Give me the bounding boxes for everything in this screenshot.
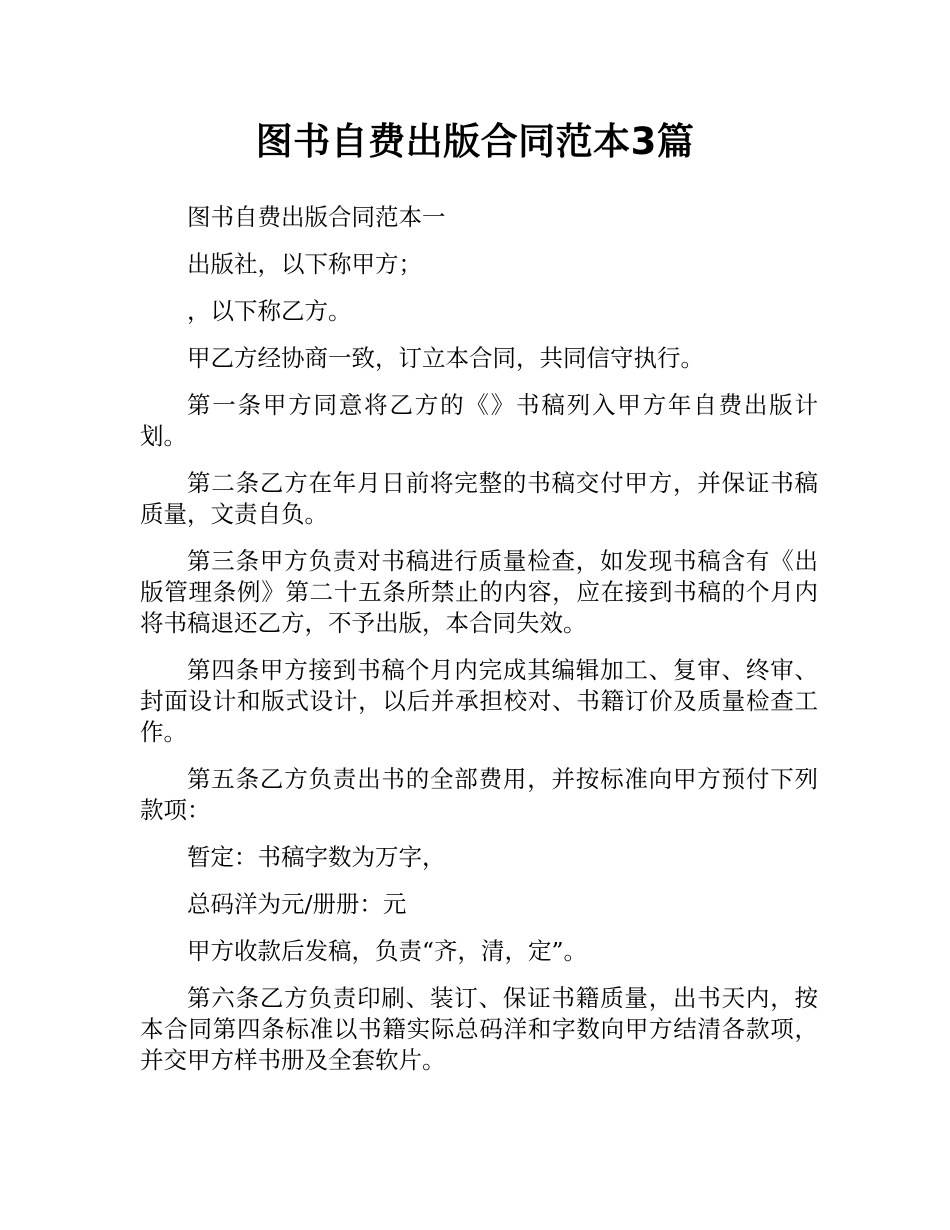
paragraph-article-2: 第二条乙方在年月日前将完整的书稿交付甲方，并保证书稿质量，文责自负。	[140, 469, 818, 528]
paragraph-contract-heading: 图书自费出版合同范本一	[187, 203, 446, 231]
paragraph-article-3: 第三条甲方负责对书稿进行质量检查，如发现书稿含有《出版管理条例》第二十五条所禁止的内容，应在接到书稿的个月内将书稿退还乙方，不予出版，本合同失效。	[140, 547, 818, 637]
paragraph-article-1: 第一条甲方同意将乙方的《》书稿列入甲方年自费出版计划。	[140, 391, 818, 450]
paragraph-payment-note: 甲方收款后发稿，负责“齐，清，定”。	[187, 937, 588, 965]
paragraph-party-b: ，以下称乙方。	[187, 297, 352, 325]
paragraph-word-count: 暂定：书稿字数为万字，	[187, 843, 446, 871]
paragraph-article-5: 第五条乙方负责出书的全部费用，并按标准向甲方预付下列款项：	[140, 765, 818, 824]
paragraph-total-price: 总码洋为元/册册：元	[187, 890, 407, 918]
paragraph-article-4: 第四条甲方接到书稿个月内完成其编辑加工、复审、终审、封面设计和版式设计，以后并承担校对、书籍订价及质量检查工作。	[140, 656, 818, 746]
paragraph-agreement: 甲乙方经协商一致，订立本合同，共同信守执行。	[187, 344, 704, 372]
document-title: 图书自费出版合同范本3篇	[255, 120, 695, 163]
paragraph-party-a: 出版社，以下称甲方；	[187, 250, 422, 278]
document-body	[140, 202, 818, 1092]
paragraph-article-6: 第六条乙方负责印刷、装订、保证书籍质量，出书天内，按本合同第四条标准以书籍实际总码洋和字数向甲方结清各款项，并交甲方样书册及全套软片。	[140, 984, 818, 1074]
